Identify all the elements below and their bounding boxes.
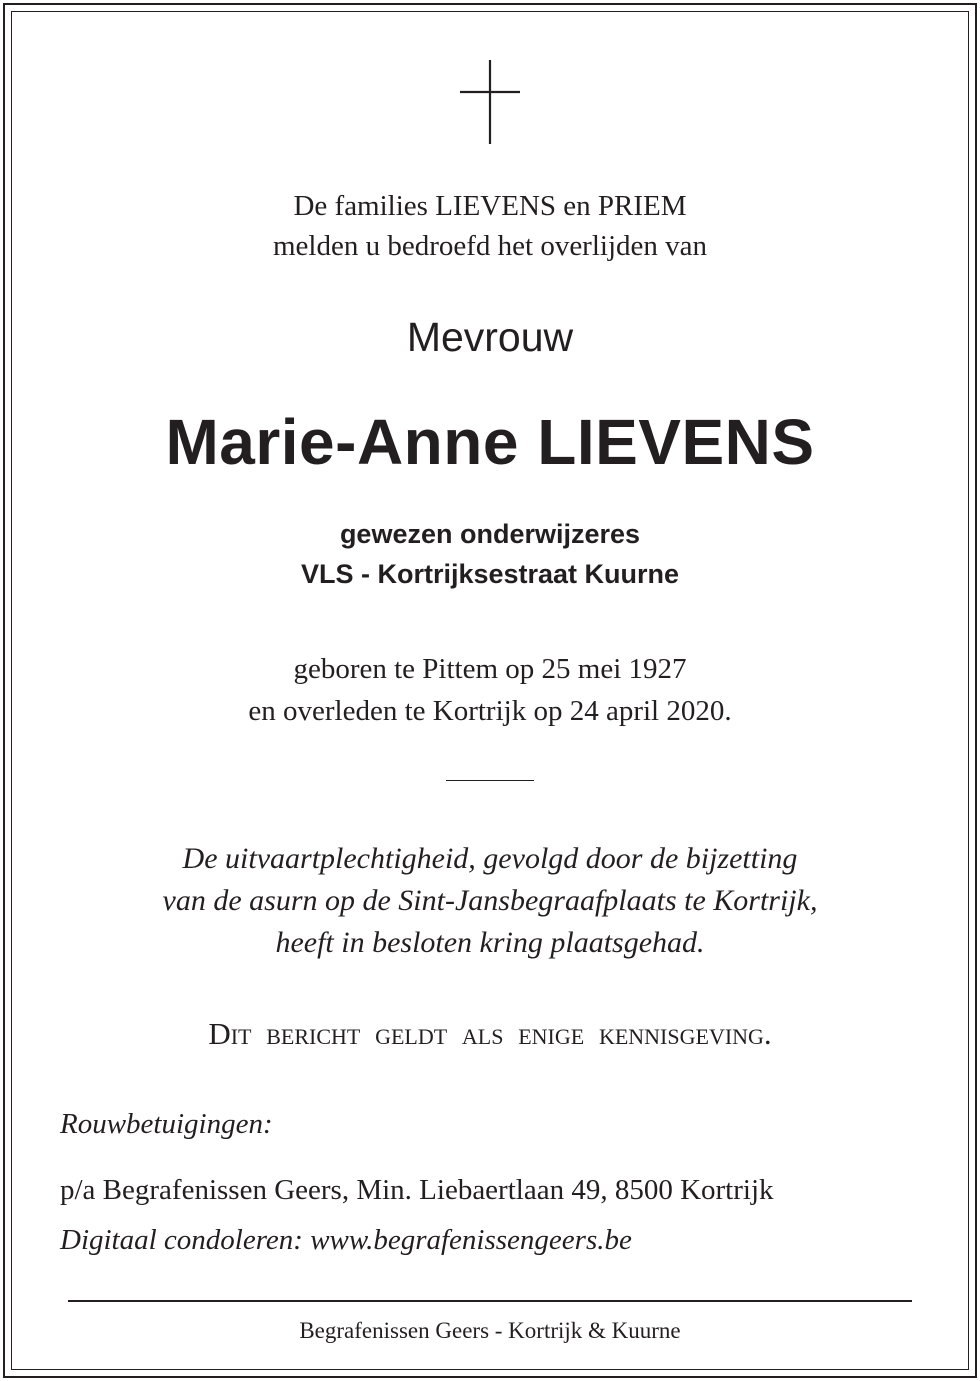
life-dates: [0, 648, 980, 732]
occupation-line-1: gewezen onderwijzeres: [339, 519, 641, 549]
funeral-line-2: van de asurn op de Sint-Jansbegraafplaats te Kortrijk,: [162, 884, 818, 917]
family-announcement: [0, 186, 980, 266]
notice-statement: Dit bericht geldt als enige kennisgeving.: [208, 1016, 772, 1051]
funeral-line-3: heeft in besloten kring plaatsgehad.: [275, 926, 705, 959]
cross-icon: [460, 60, 520, 144]
deceased-occupation: [0, 514, 980, 594]
funeral-info: [0, 838, 980, 964]
digital-condolences-link[interactable]: Digitaal condoleren: www.begrafenissengeers.be: [60, 1224, 632, 1256]
deceased-title: Mevrouw: [406, 314, 574, 360]
birth-line: geboren te Pittem op 25 mei 1927: [293, 653, 687, 685]
condolences-address: p/a Begrafenissen Geers, Min. Liebaertlaan 49, 8500 Kortrijk: [60, 1174, 774, 1206]
footer-credit: Begrafenissen Geers - Kortrijk & Kuurne: [299, 1318, 681, 1343]
occupation-line-2: VLS - Kortrijksestraat Kuurne: [300, 559, 680, 589]
short-divider: [446, 780, 534, 781]
condolences-label: Rouwbetuigingen:: [60, 1108, 273, 1140]
death-line: en overleden te Kortrijk op 24 april 2020.: [248, 695, 732, 727]
announcement-line-1: De families LIEVENS en PRIEM: [293, 190, 687, 222]
funeral-line-1: De uitvaartplechtigheid, gevolgd door de bijzetting: [182, 842, 798, 875]
deceased-name: Marie-Anne LIEVENS: [165, 406, 815, 478]
footer-divider: [68, 1300, 912, 1302]
announcement-line-2: melden u bedroefd het overlijden van: [272, 230, 708, 262]
